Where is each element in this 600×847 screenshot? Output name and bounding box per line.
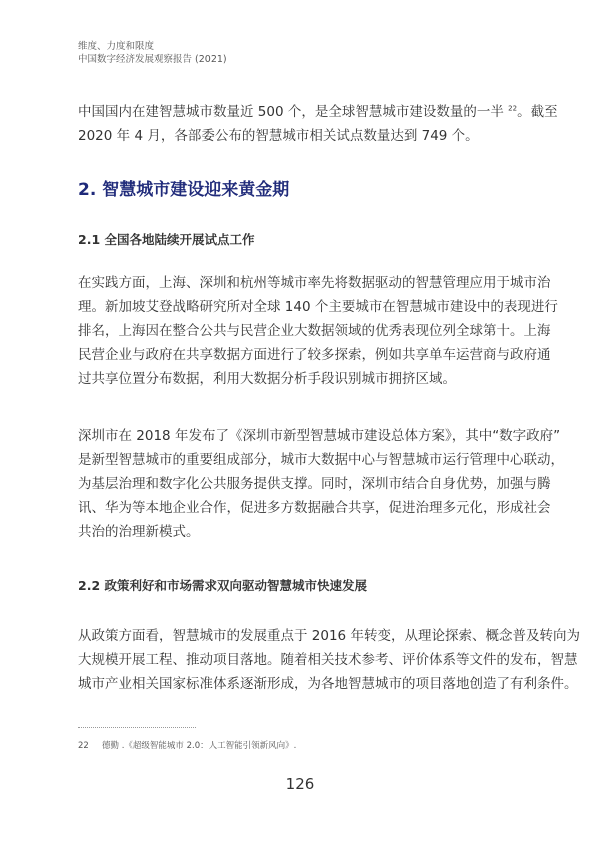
paragraph-line: 从政策方面看，智慧城市的发展重点于 2016 年转变，从理论探索、概念普及转向为 xyxy=(78,628,580,644)
paragraph-line: 是新型智慧城市的重要组成部分，城市大数据中心与智慧城市运行管理中心联动， xyxy=(78,452,564,468)
paragraph-policy xyxy=(78,624,580,696)
paragraph-line: 大规模开展工程、推动项目落地。随着相关技术参考、评价体系等文件的发布，智慧 xyxy=(78,652,578,668)
intro-line-2: 2020 年 4 月，各部委公布的智慧城市相关试点数量达到 749 个。 xyxy=(78,128,479,144)
paragraph-line: 排名，上海因在整合公共与民营企业大数据领域的优秀表现位列全球第十。上海 xyxy=(78,323,551,339)
paragraph-line: 城市产业相关国家标准体系逐渐形成，为各地智慧城市的项目落地创造了有利条件。 xyxy=(78,676,578,692)
footnote-number: 22 xyxy=(78,741,89,751)
intro-paragraph xyxy=(78,100,558,148)
paragraph-line: 为基层治理和数字化公共服务提供支撑。同时，深圳市结合自身优势，加强与腾 xyxy=(78,476,551,492)
paragraph-line: 深圳市在 2018 年发布了《深圳市新型智慧城市建设总体方案》，其中“数字政府” xyxy=(78,428,561,444)
footnote xyxy=(78,739,296,751)
subsection-heading-2-1: 2.1 全国各地陆续开展试点工作 xyxy=(78,232,255,247)
footnote-divider xyxy=(78,727,196,728)
paragraph-shenzhen xyxy=(78,424,564,544)
header-report-name: 中国数字经济发展观察报告 (2021) xyxy=(78,54,227,65)
page-number: 126 xyxy=(285,775,315,793)
paragraph-line: 讯、华为等本地企业合作，促进多方数据融合共享，促进治理多元化，形成社会 xyxy=(78,500,551,516)
paragraph-line: 理。新加坡艾登战略研究所对全球 140 个主要城市在智慧城市建设中的表现进行 xyxy=(78,299,558,315)
header-title: 维度、力度和限度 xyxy=(78,41,155,52)
section-heading: 2. 智慧城市建设迎来黄金期 xyxy=(78,180,290,200)
paragraph-line: 在实践方面，上海、深圳和杭州等城市率先将数据驱动的智慧管理应用于城市治 xyxy=(78,275,551,291)
intro-line-1: 中国国内在建智慧城市数量近 500 个，是全球智慧城市建设数量的一半 $^{22}$。截至 xyxy=(78,104,558,120)
paragraph-line: 共治的治理新模式。 xyxy=(78,524,200,540)
footnote-ref[interactable]: 22 xyxy=(508,104,518,113)
subsection-heading-2-2: 2.2 政策利好和市场需求双向驱动智慧城市快速发展 xyxy=(78,578,367,593)
paragraph-practice xyxy=(78,271,558,391)
running-header xyxy=(78,40,227,66)
footnote-text: 德勤 .《超级智能城市 2.0：人工智能引领新风向》. xyxy=(102,741,297,751)
paragraph-line: 过共享位置分布数据，利用大数据分析手段识别城市拥挤区域。 xyxy=(78,371,456,387)
paragraph-line: 民营企业与政府在共享数据方面进行了较多探索，例如共享单车运营商与政府通 xyxy=(78,347,551,363)
